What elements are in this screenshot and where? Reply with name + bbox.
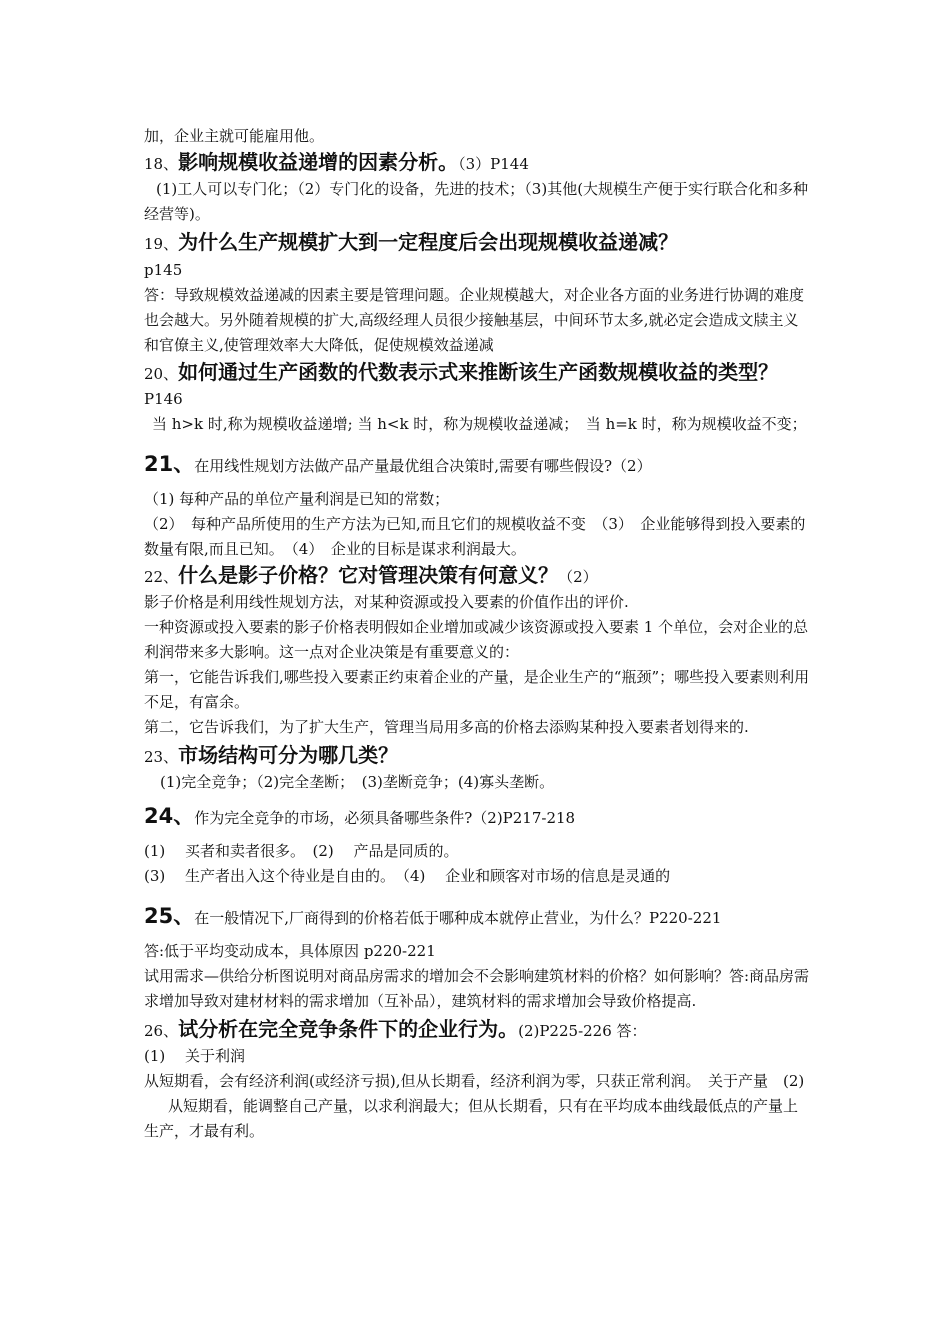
answer-20: 当 h>k 时,称为规模收益递增; 当 h<k 时，称为规模收益递减； 当 h=k 时，称为规模收益不变； <box>152 415 807 433</box>
question-ref: （3）P144 <box>458 155 529 173</box>
question-title: 为什么生产规模扩大到一定程度后会出现规模收益递减？ <box>178 230 679 254</box>
answer-22-line-1: 影子价格是利用线性规划方法，对某种资源或投入要素的价值作出的评价. <box>144 593 629 611</box>
question-ref: p145 <box>144 261 183 279</box>
answer-21-line-2: （2） 每种产品所使用的生产方法为已知,而且它们的规模收益不变 （3） 企业能够得到投入要素的数量有限,而且已知。 （4） 企业的目标是谋求利润最大。 <box>144 515 806 558</box>
answer-21-line-1: （1) 每种产品的单位产量利润是已知的常数； <box>144 490 450 508</box>
question-25 <box>144 903 810 931</box>
answer-24-line-2: (3) 生产者出入这个待业是自由的。 （4) 企业和顾客对市场的信息是灵通的 <box>144 867 671 885</box>
question-title: 试分析在完全竞争条件下的企业行为。 <box>178 1017 519 1041</box>
document-body <box>144 124 810 1144</box>
question-23 <box>144 742 810 770</box>
answer-18: (1)工人可以专门化；（2）专门化的设备，先进的技术；（3)其他(大规模生产便于实行联合化和多种经营等)。 <box>144 180 809 223</box>
answer-23: (1)完全竞争；（2)完全垄断； (3)垄断竞争；(4)寡头垄断。 <box>160 773 555 791</box>
question-ref: P146 <box>144 390 183 408</box>
question-number: 24、 <box>144 804 195 828</box>
question-title: 影响规模收益递增的因素分析。 <box>178 150 459 174</box>
question-number: 19、 <box>144 235 179 253</box>
answer-22-line-4: 第二，它告诉我们，为了扩大生产，管理当局用多高的价格去添购某种投入要素者划得来的. <box>144 718 749 736</box>
answer-26-line-3: 从短期看，能调整自己产量，以求利润最大；但从长期看，只有在平均成本曲线最低点的产量上生产，才最有利。 <box>144 1097 799 1140</box>
answer-19: 答：导致规模效益递减的因素主要是管理问题。企业规模越大，对企业各方面的业务进行协调的难度也会越大。另外随着规模的扩大,高级经理人员很少接触基层，中间环节太多,就必定会造成文牍主义和官僚主义,使管理效率大大降低，促使规模效益递减 <box>144 286 805 354</box>
question-text: 在用线性规划方法做产品产量最优组合决策时,需要有哪些假设?（2） <box>194 457 652 475</box>
question-title: 市场结构可分为哪几类？ <box>178 743 399 767</box>
question-text: 在一般情况下,厂商得到的价格若低于哪种成本就停止营业，为什么？P220-221 <box>194 909 722 927</box>
question-18 <box>144 149 810 177</box>
answer-22-line-2: 一种资源或投入要素的影子价格表明假如企业增加或减少该资源或投入要素 1 个单位，会对企业的总利润带来多大影响。这一点对企业决策是有重要意义的： <box>144 618 809 661</box>
question-text: 作为完全竞争的市场，必须具备哪些条件?（2)P217-218 <box>194 809 576 827</box>
question-ref: (2)P225-226 答： <box>518 1022 647 1040</box>
question-number: 23、 <box>144 748 179 766</box>
question-19 <box>144 229 810 283</box>
question-number: 22、 <box>144 568 179 586</box>
question-title: 如何通过生产函数的代数表示式来推断该生产函数规模收益的类型？ <box>178 360 779 384</box>
question-number: 20、 <box>144 365 179 383</box>
answer-22-line-3: 第一，它能告诉我们,哪些投入要素正约束着企业的产量，是企业生产的“瓶颈”；哪些投入要素则利用不足，有富余。 <box>144 668 810 711</box>
question-20 <box>144 360 810 412</box>
paragraph-continuation: 加，企业主就可能雇用他。 <box>144 127 325 145</box>
question-21 <box>144 451 810 479</box>
answer-26-line-2: 从短期看，会有经济利润(或经济亏损),但从长期看，经济利润为零，只获正常利润。 关于产量 (2) <box>144 1072 805 1090</box>
answer-26-line-1: (1) 关于利润 <box>144 1047 246 1065</box>
answer-24-line-1: (1) 买者和卖者很多。 (2) 产品是同质的。 <box>144 842 459 860</box>
question-24 <box>144 803 810 831</box>
question-26 <box>144 1016 810 1044</box>
question-number: 25、 <box>144 904 195 928</box>
question-number: 18、 <box>144 155 179 173</box>
question-number: 26、 <box>144 1022 179 1040</box>
answer-25-line-2: 试用需求—供给分析图说明对商品房需求的增加会不会影响建筑材料的价格？如何影响？答:商品房需求增加导致对建材材料的需求增加（互补品），建筑材料的需求增加会导致价格提高. <box>144 967 810 1010</box>
question-number: 21、 <box>144 452 195 476</box>
question-title: 什么是影子价格？它对管理决策有何意义？ <box>178 563 559 587</box>
answer-25-line-1: 答:低于平均变动成本，具体原因 p220-221 <box>144 942 436 960</box>
question-22 <box>144 562 810 590</box>
question-ref: （2） <box>558 568 598 586</box>
